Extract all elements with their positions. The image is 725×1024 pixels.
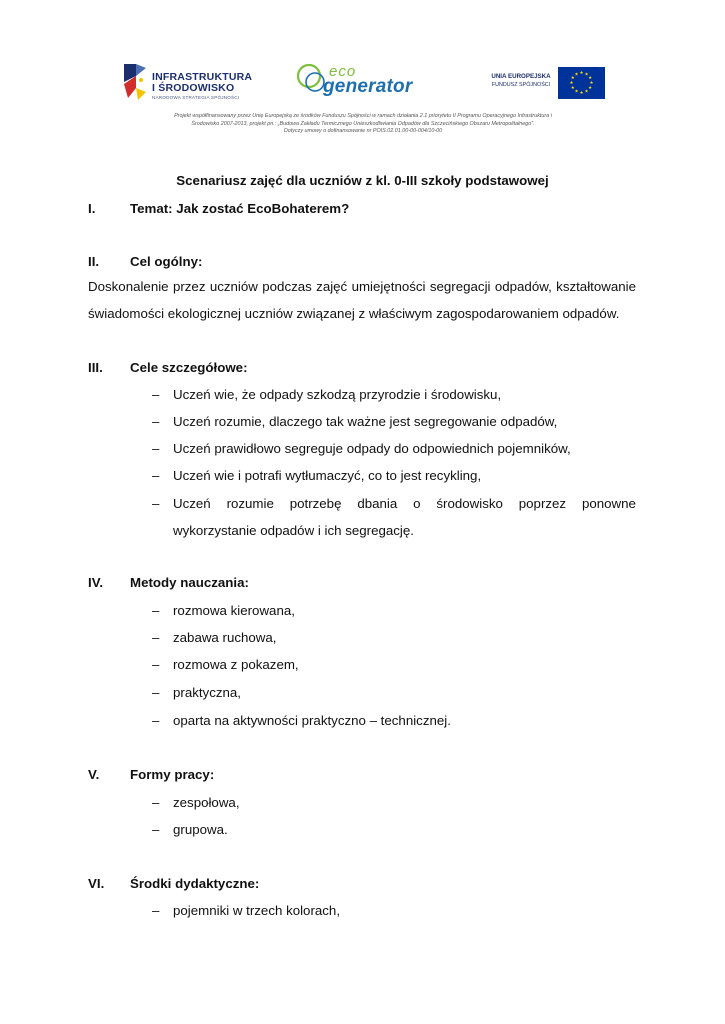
svg-text:★: ★ xyxy=(579,71,584,76)
word: dbania xyxy=(357,496,398,511)
eu-logo xyxy=(488,67,608,101)
list-item-text: Uczeń rozumie, dlaczego tak ważne jest segregowanie odpadów, xyxy=(173,414,558,429)
dash-bullet: – xyxy=(152,414,160,429)
justified-line xyxy=(173,490,636,517)
section-number: III. xyxy=(88,360,103,375)
list-item-text: oparta na aktywności praktyczno – technicznej. xyxy=(173,713,451,728)
funding-line: Środowisko 2007-2013, projekt pn.: „Budowa Zakładu Termicznego Unieszkodliwiania Odpadów dla Szczecińskiego Obszaru Metropolitalnego”. xyxy=(191,120,535,127)
dash-bullet: – xyxy=(152,468,160,483)
dash-bullet: – xyxy=(152,603,160,618)
list-item-text: Uczeń prawidłowo segreguje odpady do odpowiednich pojemników, xyxy=(173,441,571,456)
section-number: V. xyxy=(88,767,100,782)
word: środowisko xyxy=(436,496,503,511)
section-label: Temat: Jak zostać EcoBohaterem? xyxy=(130,201,350,216)
dash-bullet: – xyxy=(152,630,160,645)
svg-text:★: ★ xyxy=(574,72,579,78)
dash-bullet: – xyxy=(152,441,160,456)
eu-line-1: UNIA EUROPEJSKA xyxy=(491,73,551,80)
list-item-text: praktyczna, xyxy=(173,685,241,700)
svg-text:★: ★ xyxy=(588,76,593,81)
section-label: Środki dydaktyczne: xyxy=(130,876,260,891)
svg-text:★: ★ xyxy=(574,89,579,95)
svg-text:★: ★ xyxy=(589,81,594,86)
dash-bullet: – xyxy=(152,795,160,810)
list-item-text: Uczeń wie i potrafi wytłumaczyć, co to jest recykling, xyxy=(173,468,482,483)
paragraph-line: świadomości ekologicznej uczniów związanej z właściwym zagospodarowaniem odpadów. xyxy=(88,306,620,321)
svg-text:★: ★ xyxy=(570,86,575,91)
infrastruktura-logo xyxy=(122,62,253,104)
dash-bullet: – xyxy=(152,685,160,700)
list-item-text: grupowa. xyxy=(173,822,228,837)
strategy-flag-icon xyxy=(122,62,148,102)
svg-text:★: ★ xyxy=(584,72,589,78)
list-item-text: Uczeń wie, że odpady szkodzą przyrodzie i środowisku, xyxy=(173,387,502,402)
dash-bullet: – xyxy=(152,387,160,402)
logo-line-2: I ŚRODOWISKO xyxy=(152,82,235,94)
dash-bullet: – xyxy=(152,903,160,918)
logo-line-1: INFRASTRUKTURA xyxy=(152,71,253,83)
svg-text:★: ★ xyxy=(584,89,589,95)
goal-paragraph xyxy=(88,273,636,327)
list-item-text: zespołowa, xyxy=(173,795,240,810)
list-item-text xyxy=(173,490,636,544)
word: ponowne xyxy=(581,496,636,511)
section-number: I. xyxy=(88,201,96,216)
word: potrzebę xyxy=(289,496,342,511)
svg-text:★: ★ xyxy=(569,81,574,86)
svg-text:★: ★ xyxy=(588,86,593,91)
section-number: II. xyxy=(88,254,100,269)
svg-text:★: ★ xyxy=(579,91,584,96)
dash-bullet: – xyxy=(152,657,160,672)
ecogenerator-logo xyxy=(295,62,440,102)
document-title: Scenariusz zajęć dla uczniów z kl. 0-III szkoły podstawowej xyxy=(176,173,549,188)
dash-bullet: – xyxy=(152,496,160,511)
section-number: IV. xyxy=(88,575,104,590)
eco-text: eco xyxy=(329,63,357,80)
dash-bullet: – xyxy=(152,822,160,837)
word: rozumie xyxy=(226,496,274,511)
section-number: VI. xyxy=(88,876,105,891)
funding-line: Dotyczy umowy o dofinansowanie nr POIS.02.01.00-00-004/10-00 xyxy=(283,128,443,135)
list-item-text: rozmowa kierowana, xyxy=(173,603,295,618)
section-label: Cele szczegółowe: xyxy=(130,360,248,375)
logo-line-3: NARODOWA STRATEGIA SPÓJNOŚCI xyxy=(152,95,240,100)
generator-text: generator xyxy=(323,76,413,97)
paragraph-line: Doskonalenie przez uczniów podczas zajęć umiejętności segregacji odpadów, kształtowanie xyxy=(88,279,636,294)
svg-text:★: ★ xyxy=(570,76,575,81)
dash-bullet: – xyxy=(152,713,160,728)
word: o xyxy=(413,496,421,511)
list-item-text: pojemniki w trzech kolorach, xyxy=(173,903,341,918)
eu-line-2: FUNDUSZ SPÓJNOŚCI xyxy=(491,82,551,88)
section-label: Metody nauczania: xyxy=(130,575,249,590)
eu-flag-icon xyxy=(558,67,605,99)
section-label: Cel ogólny: xyxy=(130,254,203,269)
list-item-text: rozmowa z pokazem, xyxy=(173,657,299,672)
word: poprzez xyxy=(518,496,567,511)
list-item-text: zabawa ruchowa, xyxy=(173,630,277,645)
word: Uczeń xyxy=(173,496,211,511)
section-label: Formy pracy: xyxy=(130,767,215,782)
funding-note xyxy=(128,113,598,136)
funding-line: Projekt współfinansowany przez Unię Europejską ze środków Funduszu Spójności w ramach działania 2.1 priorytetu II Programu Operacyjnego Infrastruktura i xyxy=(174,113,552,119)
list-item-continuation: wykorzystanie odpadów i ich segregację. xyxy=(173,523,414,538)
